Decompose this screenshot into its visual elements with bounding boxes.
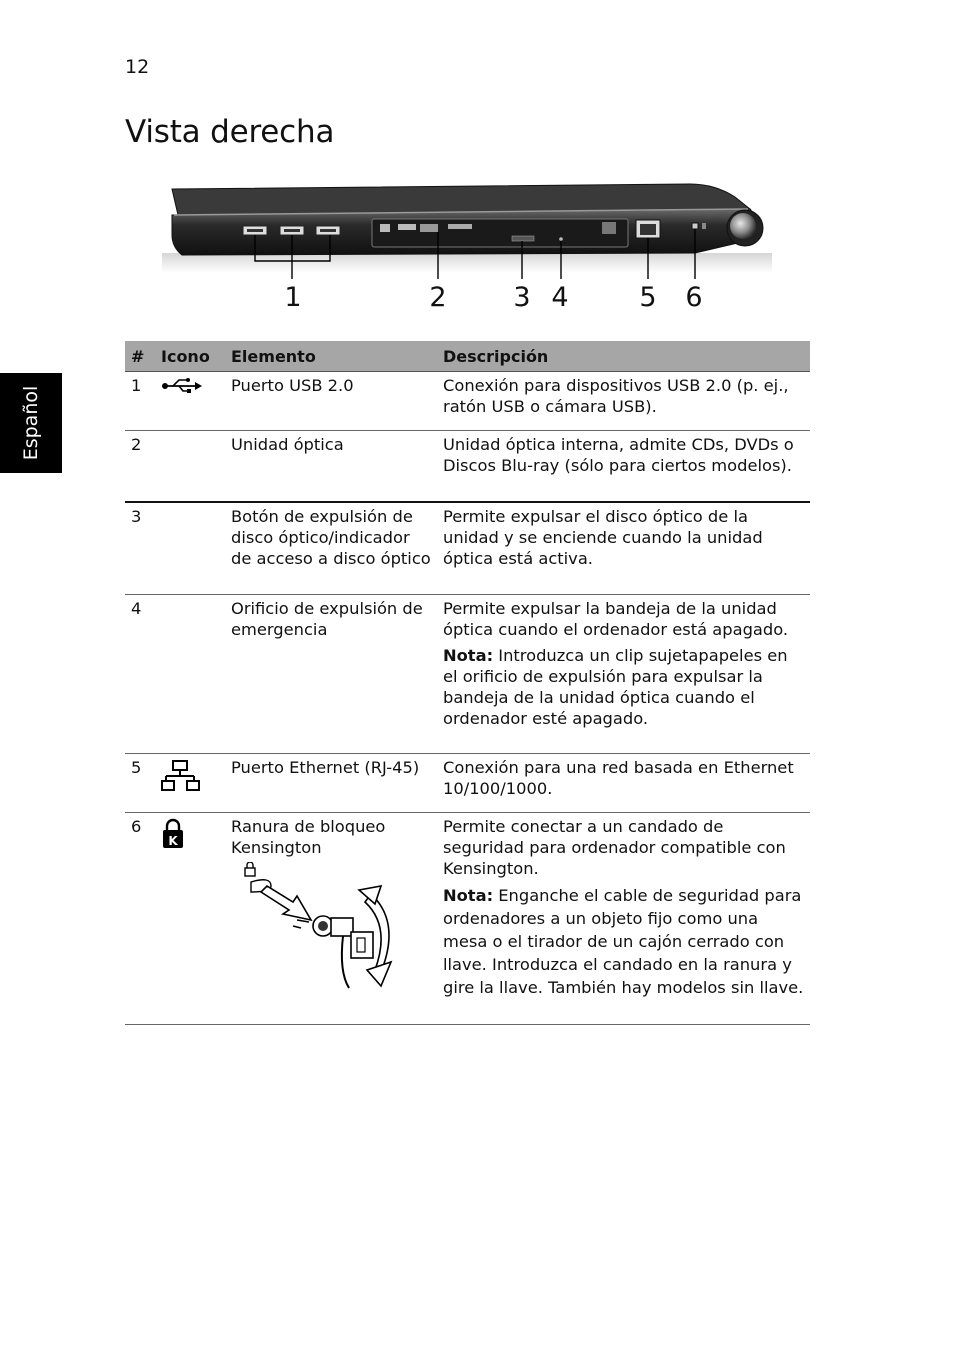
components-table	[125, 341, 810, 1025]
row-icon	[155, 595, 225, 754]
kensington-icon-letter: K	[168, 834, 178, 848]
row-description: Permite conectar a un candado de seguridad para ordenador compatible con Kensington. Nota: Enganche el cable de seguridad para ordenadores a un objeto fijo como una mesa o el tirador de un cajón cerrado con llave. Introduzca el candado en la ranura y gire la llave. También hay modelos sin llave.	[437, 813, 810, 1025]
language-tab-label: Español	[20, 385, 42, 461]
header-num: #	[125, 341, 155, 372]
emergency-eject-hole-shape	[559, 237, 563, 241]
table-row	[125, 431, 810, 502]
row-icon	[155, 502, 225, 595]
row-description: Conexión para una red basada en Ethernet 10/100/1000.	[437, 754, 810, 813]
row-element	[225, 813, 437, 1025]
row-description: Permite expulsar el disco óptico de la unidad y se enciende cuando la unidad óptica está activa.	[437, 502, 810, 595]
row-element: Orificio de expulsión de emergencia	[225, 595, 437, 754]
header-icon: Icono	[155, 341, 225, 372]
table-row	[125, 595, 810, 754]
row-num: 5	[125, 754, 155, 813]
row-icon	[155, 754, 225, 813]
table-header-row	[125, 341, 810, 372]
header-description: Descripción	[437, 341, 810, 372]
table-row	[125, 372, 810, 431]
callout-4: 4	[551, 282, 569, 313]
shadow-shape	[162, 253, 772, 273]
callout-1: 1	[284, 282, 302, 313]
note-label: Nota:	[443, 886, 494, 905]
row-num: 1	[125, 372, 155, 431]
row-description: Permite expulsar la bandeja de la unidad óptica cuando el ordenador está apagado. Nota: Introduzca un clip sujetapapeles en el orificio de expulsión para expulsar la bandeja de la unidad óptica cuando el ordenador esté apagado.	[437, 595, 810, 754]
optical-drive-shape	[372, 219, 628, 247]
note-text: Enganche el cable de seguridad para ordenadores a un objeto fijo como una mesa o el tirador de un cajón cerrado con llave. Introduzca el candado en la ranura y gire la llave. También hay modelos sin llave.	[443, 886, 804, 997]
row-description: Conexión para dispositivos USB 2.0 (p. ej., ratón USB o cámara USB).	[437, 372, 810, 431]
row-description: Unidad óptica interna, admite CDs, DVDs o Discos Blu-ray (sólo para ciertos modelos).	[437, 431, 810, 502]
usb-ports-shape	[243, 226, 340, 235]
row-element: Puerto USB 2.0	[225, 372, 437, 431]
network-icon	[161, 757, 219, 798]
callout-5: 5	[639, 282, 657, 313]
row-element-text: Ranura de bloqueo Kensington	[231, 817, 386, 857]
row-num: 2	[125, 431, 155, 502]
note-label: Nota:	[443, 646, 494, 665]
header-element: Elemento	[225, 341, 437, 372]
callout-3: 3	[513, 282, 531, 313]
row-icon	[155, 372, 225, 431]
table-row	[125, 813, 810, 1025]
row-element: Botón de expulsión de disco óptico/indicador de acceso a disco óptico	[225, 502, 437, 595]
kensington-lock-icon	[161, 816, 219, 855]
row-element: Puerto Ethernet (RJ-45)	[225, 754, 437, 813]
row-element: Unidad óptica	[225, 431, 437, 502]
note	[443, 645, 804, 729]
page-title: Vista derecha	[125, 114, 335, 150]
note-text: Introduzca un clip sujetapapeles en el orificio de expulsión para expulsar la bandeja de la unidad óptica cuando el ordenador esté apagado.	[443, 646, 788, 728]
usb-icon	[161, 375, 219, 398]
kensington-lock-illustration	[231, 862, 401, 992]
kensington-slot-shape	[692, 223, 698, 229]
callout-6: 6	[685, 282, 703, 313]
row-num: 6	[125, 813, 155, 1025]
language-tab	[0, 373, 62, 473]
row-num: 3	[125, 502, 155, 595]
table-row	[125, 754, 810, 813]
note	[443, 884, 804, 999]
row-icon	[155, 431, 225, 502]
table-row	[125, 502, 810, 595]
eject-button-shape	[512, 236, 534, 241]
row-icon	[155, 813, 225, 1025]
page-number: 12	[125, 56, 150, 78]
row-num: 4	[125, 595, 155, 754]
callout-2: 2	[429, 282, 447, 313]
